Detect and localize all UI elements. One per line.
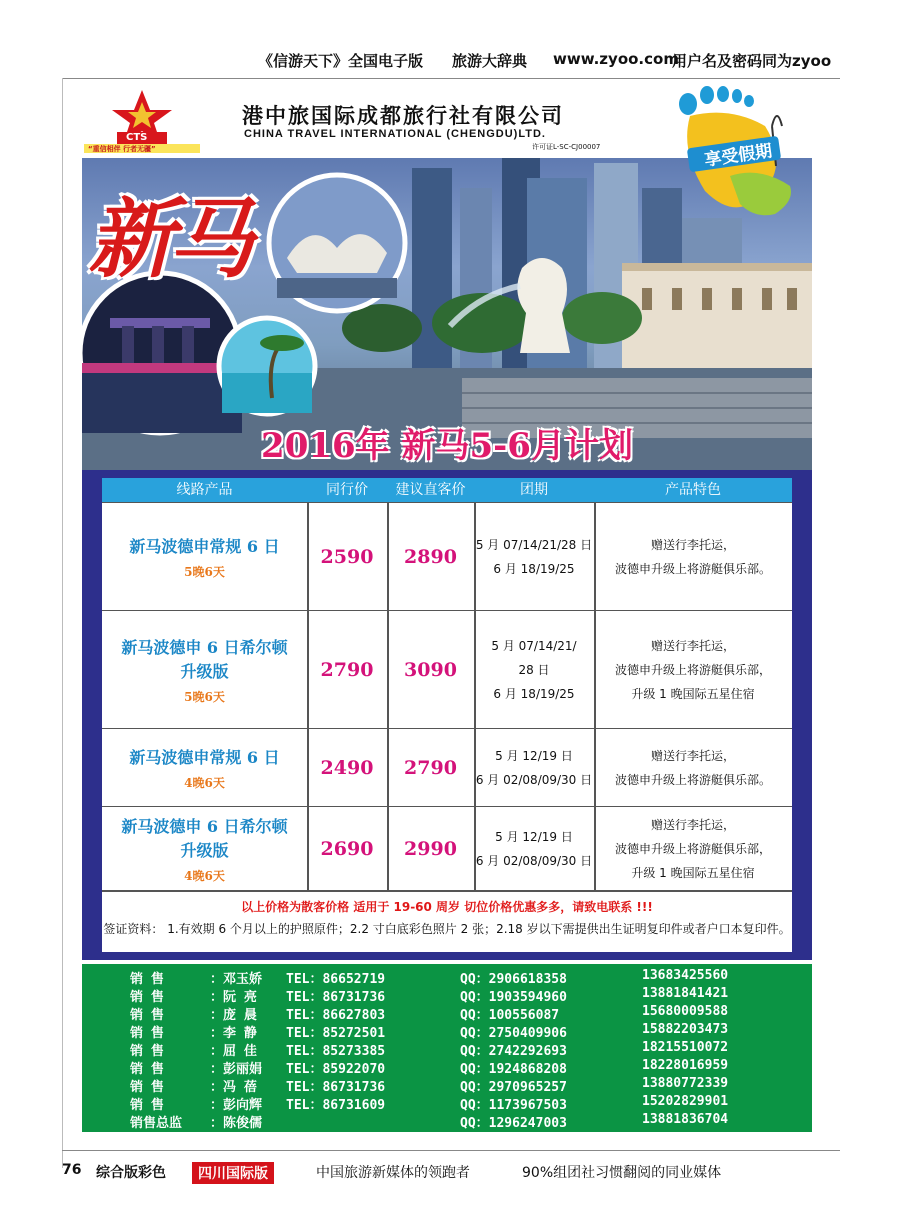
sales-mobile: 15882203473 [642,1022,729,1037]
company-name-cn: 港中旅国际成都旅行社有限公司 [242,104,564,128]
feature-line: 波德申升级上将游艇俱乐部， [614,663,771,677]
route-nights: 4晚6天 [184,868,225,883]
list-item [82,1040,812,1058]
license-number: 许可证L-SC-CJ00007 [532,143,601,151]
sales-title: 销 售 [130,1080,164,1095]
feature-line: 升级 1 晚国际五星住宿 [631,866,755,880]
route-nights: 5晚6天 [184,564,225,579]
peer-price: 2790 [320,659,374,681]
sales-title: 销 售 [130,1026,164,1041]
top-bar [0,44,900,74]
cts-logo [82,88,202,154]
sales-tel: TEL：85922070 [286,1062,386,1077]
date-line: 6 月 18/19/25 [493,562,575,576]
sales-name: 邓玉娇 [223,972,263,987]
page-number: 76 [62,1162,82,1178]
section-name: 综合版彩色 [96,1165,166,1181]
retail-price: 2990 [404,838,457,860]
features-cell [594,503,792,611]
table-header [102,478,792,502]
list-item [82,968,812,986]
list-item [82,1004,812,1022]
sales-tel: TEL：86731609 [286,1098,386,1113]
table-row [102,502,792,611]
sales-mobile: 13683425560 [642,968,729,983]
sales-mobile: 18215510072 [642,1040,729,1055]
features-cell [594,611,792,729]
website-link[interactable]: www.zyoo.com [553,50,679,68]
sales-qq: QQ：1173967503 [460,1098,567,1113]
holiday-badge [660,86,810,218]
sales-title: 销 售 [130,990,164,1005]
route-name: 新马波德申常规 6 日 [129,536,280,556]
price-table [102,478,792,952]
sales-name-wrap: ：冯 蓓 [210,1080,257,1095]
sales-name-wrap: ：庞 晨 [210,1008,257,1023]
login-note: 用户名及密码同为zyoo [672,52,832,70]
header-dates: 团期 [520,482,548,498]
route-nights: 5晚6天 [184,689,225,704]
sales-name: 陈俊儒 [223,1116,263,1131]
table-row [102,728,792,807]
sales-name: 彭向辉 [223,1098,263,1113]
sales-mobile: 13880772339 [642,1076,729,1091]
route-name: 新马波德申 6 日希尔顿 [121,637,288,657]
feature-line: 升级 1 晚国际五星住宿 [631,687,755,701]
sales-mobile: 15680009588 [642,1004,729,1019]
footer-slogan-1: 中国旅游新媒体的领跑者 [316,1165,470,1181]
feature-line: 赠送行李托运， [650,818,735,832]
retail-price: 2790 [404,757,457,779]
header-retail-price: 建议直客价 [395,482,466,498]
sales-qq: QQ：1903594960 [460,990,567,1005]
edition-badge: 四川国际版 [192,1162,274,1184]
sales-name: 冯 蓓 [223,1080,257,1095]
date-line: 6 月 02/08/09/30 日 [475,773,593,787]
route-name-line2: 升级版 [180,661,229,681]
sales-mobile: 18228016959 [642,1058,729,1073]
list-item [82,1094,812,1112]
peer-price: 2590 [320,546,374,568]
sales-title: 销 售 [130,972,164,987]
route-nights: 4晚6天 [184,775,225,790]
retail-price: 2890 [404,546,457,568]
logo-text: CTS [126,132,148,143]
route-cell [102,807,307,891]
feature-line: 波德申升级上将游艇俱乐部。 [614,773,771,787]
list-item [82,1058,812,1076]
sales-name-wrap: ：屈 佳 [210,1044,257,1059]
header-peer-price: 同行价 [326,482,368,498]
magazine-name: 《信游天下》全国电子版 [258,52,424,70]
sales-mobile: 13881836704 [642,1112,729,1127]
logo-slogan: “重信相伴 行者无疆” [88,145,156,153]
peer-price: 2690 [320,838,374,860]
company-name-en: CHINA TRAVEL INTERNATIONAL (CHENGDU)LTD. [244,128,546,140]
sales-name: 李 静 [223,1026,257,1041]
footer-slogan-2: 90%组团社习惯翻阅的同业媒体 [522,1165,722,1181]
sales-tel: TEL：86627803 [286,1008,386,1023]
sales-name-wrap: ：邓玉娇 [210,972,263,987]
list-item [82,1112,812,1130]
route-cell [102,611,307,729]
sales-mobile: 13881841421 [642,986,729,1001]
banner-big-title: 新马 [88,189,248,290]
feature-line: 赠送行李托运， [650,538,735,552]
page-footer [0,1150,900,1190]
list-item [82,1076,812,1094]
date-line: 6 月 18/19/25 [493,687,575,701]
feature-line: 赠送行李托运， [650,639,735,653]
left-divider [62,78,63,1168]
sales-title: 销 售 [130,1044,164,1059]
dates-cell [474,807,594,891]
sales-qq: QQ：1924868208 [460,1062,567,1077]
route-name: 新马波德申 6 日希尔顿 [121,816,288,836]
table-row [102,806,792,891]
route-name-line2: 升级版 [180,840,229,860]
sales-tel: TEL：86652719 [286,972,386,987]
sales-title: 销 售 [130,1008,164,1023]
price-table-frame [82,470,812,960]
sales-name-wrap: ：彭向辉 [210,1098,263,1113]
plan-title: 2016年 新马5-6月计划 [261,426,633,466]
price-note: 以上价格为散客价格 适用于 19-60 周岁 切位价格优惠多多，请致电联系 !!! [241,900,653,914]
sales-qq: QQ：100556087 [460,1008,560,1023]
header-route: 线路产品 [176,482,233,498]
sales-tel: TEL：86731736 [286,990,386,1005]
sales-name-wrap: ：彭丽娟 [210,1062,263,1077]
date-line: 5 月 12/19 日 [495,830,573,844]
sales-name: 彭丽娟 [223,1062,263,1077]
retail-price: 3090 [404,659,457,681]
feature-line: 波德申升级上将游艇俱乐部。 [614,562,771,576]
date-line: 6 月 02/08/09/30 日 [475,854,593,868]
list-item [82,986,812,1004]
sales-name-wrap: ：阮 亮 [210,990,257,1005]
sales-qq: QQ：1296247003 [460,1116,567,1131]
sales-name: 屈 佳 [223,1044,257,1059]
sales-name: 庞 晨 [223,1008,257,1023]
header-features: 产品特色 [665,482,721,498]
sales-title: 销售总监 [130,1116,183,1131]
top-divider [62,78,840,79]
date-line: 28 日 [518,663,550,677]
sales-name: 阮 亮 [223,990,257,1005]
holiday-badge-text: 享受假期 [703,141,774,171]
sales-tel: TEL：85273385 [286,1044,386,1059]
table-row [102,610,792,729]
date-line: 5 月 12/19 日 [495,749,573,763]
dates-cell [474,611,594,729]
sales-title: 销 售 [130,1062,164,1077]
sales-tel: TEL：85272501 [286,1026,386,1041]
sales-title: 销 售 [130,1098,164,1113]
sales-name-wrap: ：陈俊儒 [210,1116,263,1131]
sales-qq: QQ：2970965257 [460,1080,567,1095]
feature-line: 赠送行李托运， [650,749,735,763]
feature-line: 波德申升级上将游艇俱乐部， [614,842,771,856]
route-cell [102,503,307,611]
features-cell [594,729,792,807]
features-cell [594,807,792,891]
sales-qq: QQ：2742292693 [460,1044,567,1059]
sales-mobile: 15202829901 [642,1094,729,1109]
sales-name-wrap: ：李 静 [210,1026,257,1041]
sales-tel: TEL：86731736 [286,1080,386,1095]
date-line: 5 月 07/14/21/ [491,639,577,653]
date-line: 5 月 07/14/21/28 日 [475,538,593,552]
sales-qq: QQ：2750409906 [460,1026,567,1041]
route-name: 新马波德申常规 6 日 [129,747,280,767]
sales-contacts [82,964,812,1132]
visa-note: 签证资料： 1.有效期 6 个月以上的护照原件；2.2 寸白底彩色照片 2 张；2.18 岁以下需提供出生证明复印件或者户口本复印件。 [103,922,791,936]
dates-cell [474,729,594,807]
dates-cell [474,503,594,611]
route-cell [102,729,307,807]
sales-qq: QQ：2906618358 [460,972,567,987]
peer-price: 2490 [320,757,374,779]
dictionary-label: 旅游大辞典 [452,52,528,70]
list-item [82,1022,812,1040]
